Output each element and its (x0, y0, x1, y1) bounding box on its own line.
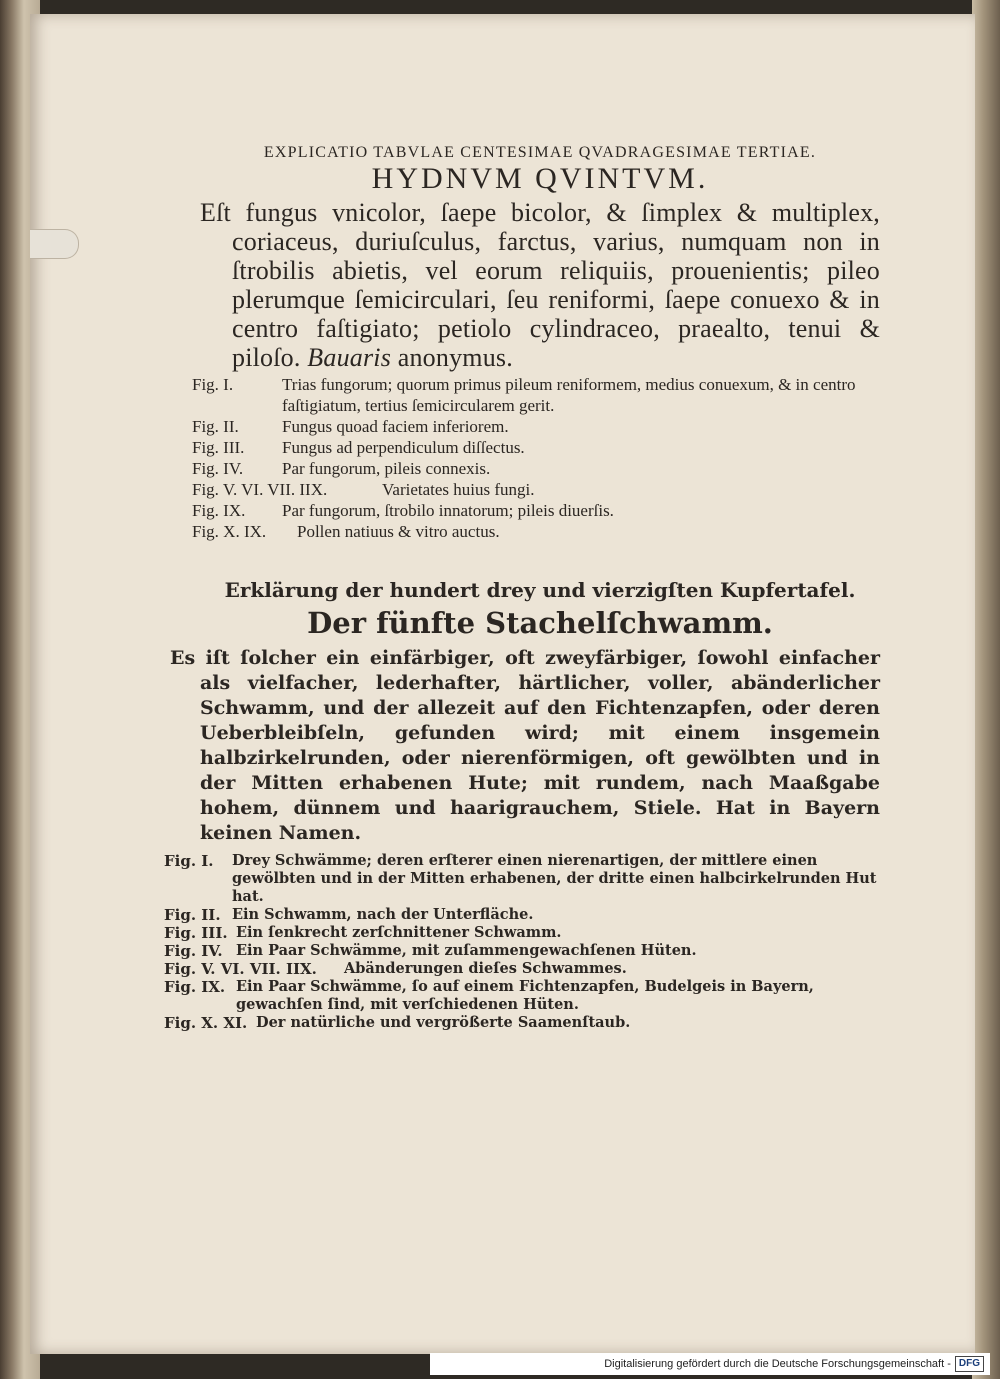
latin-plate-header: EXPLICATIO TABVLAE CENTESIMAE QVADRAGESIMAE TERTIAE. (263, 144, 817, 161)
german-figure-item (164, 942, 880, 960)
latin-description-italic: Bauaris (307, 343, 392, 372)
latin-description-text: Eſt fungus vnicolor, ſaepe bicolor, & ſimplex & multiplex, coriaceus, duriuſculus, farctus, varius, numquam non in ſtrobilis abietis, vel eorum reliquiis, prouenientis; pileo plerumque ſemicirculari, ſeu reniformi, ſaepe conuexo & in centro faſtigiato; petiolo cylindraceo, praealto, tenui & piloſo. (200, 198, 880, 372)
footer-credit-text: Digitalisierung gefördert durch die Deutsche Forschungsgemeinschaft - (604, 1358, 951, 1370)
latin-figure-item (192, 374, 880, 416)
latin-figure-item (192, 437, 880, 458)
figure-label: Fig. I. (164, 852, 214, 870)
digitization-footer (430, 1353, 990, 1375)
figure-text: Drey Schwämme; deren erſterer einen nierenartigen, der mittlere einen gewölbten und in der Mitten erhabenen, der dritte einen halbcirkelrunden Hut hat. (232, 852, 877, 905)
bookmark-tab (30, 229, 79, 259)
figure-text: Par fungorum, ſtrobilo innatorum; pileis diuerſis. (282, 501, 614, 520)
figure-label: Fig. I. (192, 375, 234, 394)
figure-text: Fungus ad perpendiculum diſſectus. (282, 438, 525, 457)
latin-description (200, 198, 880, 372)
latin-figure-list (192, 374, 880, 542)
german-description: Es iſt ſolcher ein einfärbiger, oft zweyfärbiger, ſowohl einfacher als vielfacher, lederhafter, härtlicher, voller, abänderlicher Schwamm, und der allezeit auf den Fichtenzapfen, oder deren Ueberbleibſeln, gefunden wird; mit einem insgemein halbzirkelrunden, oder nierenförmigen, oft gewölbten und in der Mitten erhabenen Hute; mit rundem, nach Maaßgabe hohem, dünnem und haarigrauchem, Stiele. Hat in Bayern keinen Namen. (170, 647, 880, 844)
figure-text: Varietates huius fungi. (382, 480, 535, 499)
figure-text: Ein ſenkrecht zerſchnittener Schwamm. (236, 924, 562, 941)
figure-text: Abänderungen dieſes Schwammes. (344, 960, 627, 977)
page-edges-right (972, 0, 1000, 1379)
german-figure-item (164, 906, 880, 924)
figure-text: Der natürliche und vergrößerte Saamenſtaub. (256, 1014, 631, 1031)
figure-label: Fig. III. (164, 924, 228, 942)
figure-text: Ein Paar Schwämme, mit zuſammengewachſenen Hüten. (236, 942, 697, 959)
figure-text: Trias fungorum; quorum primus pileum reniformem, medius conuexum, & in centro faſtigiatum, tertius ſemicircularem gerit. (282, 375, 856, 415)
figure-text: Pollen natiuus & vitro auctus. (297, 522, 500, 541)
figure-label: Fig. IV. (164, 942, 223, 960)
latin-figure-item (192, 521, 880, 542)
latin-description-end: anonymus. (397, 343, 513, 372)
figure-label: Fig. III. (192, 438, 245, 457)
german-figure-list (164, 852, 880, 1032)
page-content (164, 144, 880, 1032)
german-plate-header: Erklärung der hundert drey und vierzigſten Kupfertafel. (224, 578, 856, 602)
figure-text: Ein Schwamm, nach der Unterfläche. (232, 906, 534, 923)
german-figure-item (164, 978, 880, 1014)
german-title: Der fünfte Stachelſchwamm. (307, 606, 773, 640)
german-figure-item (164, 1014, 880, 1032)
latin-figure-item (192, 500, 880, 521)
dfg-logo: DFG (955, 1356, 984, 1372)
german-figure-item (164, 852, 880, 906)
latin-figure-item (192, 416, 880, 437)
figure-label: Fig. II. (192, 417, 239, 436)
figure-text: Fungus quoad faciem inferiorem. (282, 417, 509, 436)
german-figure-item (164, 924, 880, 942)
figure-label: Fig. V. VI. VII. IIX. (192, 480, 328, 499)
figure-text: Par fungorum, pileis connexis. (282, 459, 491, 478)
figure-label: Fig. IX. (192, 501, 246, 520)
latin-figure-item (192, 458, 880, 479)
figure-label: Fig. II. (164, 906, 221, 924)
figure-label: Fig. IX. (164, 978, 226, 996)
figure-label: Fig. X. XI. (164, 1014, 248, 1032)
figure-label: Fig. X. IX. (192, 522, 267, 541)
latin-title: HYDNVM QVINTVM. (371, 162, 709, 195)
book-page (30, 14, 975, 1354)
german-figure-item (164, 960, 880, 978)
figure-label: Fig. V. VI. VII. IIX. (164, 960, 317, 978)
figure-text: Ein Paar Schwämme, ſo auf einem Fichtenzapfen, Budelgeis in Bayern, gewachſen ſind, mit verſchiedenen Hüten. (236, 978, 814, 1013)
figure-label: Fig. IV. (192, 459, 244, 478)
latin-figure-item (192, 479, 880, 500)
